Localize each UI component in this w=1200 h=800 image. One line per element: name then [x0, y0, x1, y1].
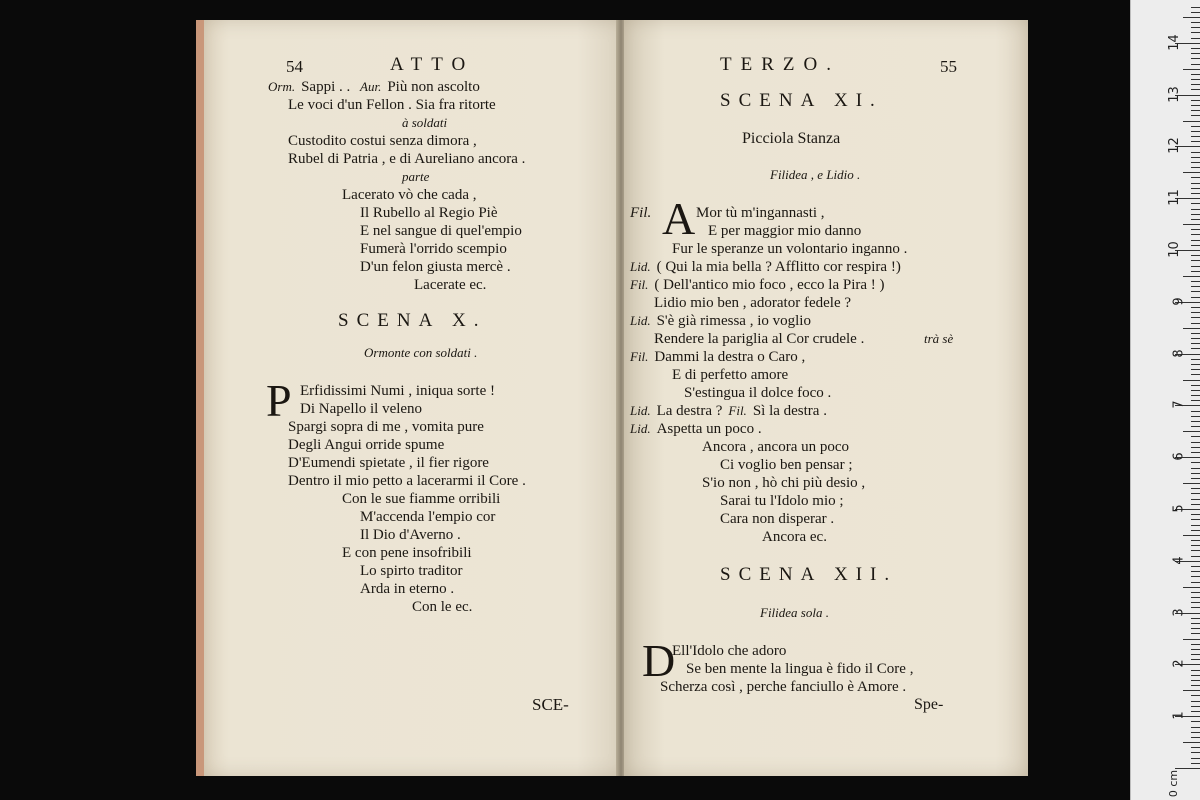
scene-characters: Filidea sola .	[760, 605, 829, 620]
ruler-tick	[1191, 359, 1200, 360]
stage-direction: parte	[402, 169, 430, 184]
ruler-tick	[1191, 385, 1200, 386]
ruler-number: 9	[1171, 297, 1187, 306]
ruler-tick	[1191, 525, 1200, 526]
ruler-tick	[1191, 364, 1200, 365]
ruler-tick	[1191, 721, 1200, 722]
ruler-tick	[1191, 214, 1200, 215]
scene-title: SCENA XI.	[720, 90, 883, 111]
ruler-tick	[1191, 763, 1200, 764]
dialogue-line	[630, 420, 762, 438]
ruler-tick	[1191, 323, 1200, 324]
ruler-tick	[1191, 514, 1200, 515]
ruler-tick	[1191, 462, 1200, 463]
dialogue-line	[268, 78, 480, 96]
ruler-tick	[1191, 131, 1200, 132]
ruler-tick	[1191, 79, 1200, 80]
ruler-tick	[1191, 89, 1200, 90]
ruler-number: 7	[1171, 400, 1187, 410]
ruler-tick	[1191, 400, 1200, 401]
verse-line: Ancora ec.	[762, 529, 827, 545]
dialogue-line	[630, 312, 811, 330]
ruler-tick	[1191, 369, 1200, 370]
ruler-tick	[1191, 411, 1200, 412]
ruler-tick	[1191, 571, 1200, 572]
ruler-tick	[1183, 483, 1200, 484]
stage-direction: trà sè	[924, 331, 954, 346]
ruler-tick	[1191, 22, 1200, 23]
speaker-label: Fil.	[630, 349, 649, 364]
ruler-tick	[1191, 27, 1200, 28]
scene-title: SCENA XII.	[720, 564, 898, 585]
verse-line: Con le sue fiamme orribili	[342, 491, 501, 507]
ruler-tick	[1191, 670, 1200, 671]
ruler-number: 14	[1167, 34, 1183, 51]
ruler-tick	[1191, 286, 1200, 287]
speaker-label: Lid.	[630, 259, 651, 274]
verse-line: S'io non , hò chi più desio ,	[702, 475, 866, 491]
ruler-tick	[1191, 141, 1200, 142]
ruler-number: 11	[1167, 189, 1183, 206]
ruler-tick	[1191, 12, 1200, 13]
ruler-tick	[1191, 540, 1200, 541]
ruler-number: 13	[1167, 85, 1183, 103]
verse-line: Rubel di Patria , e di Aureliano ancora .	[288, 151, 526, 167]
scene-characters: Ormonte con soldati .	[364, 345, 478, 360]
open-book	[196, 20, 1030, 778]
ruler-tick	[1191, 504, 1200, 505]
ruler-tick	[1183, 639, 1200, 640]
ruler-tick	[1191, 421, 1200, 422]
verse-line: Fur le speranze un volontario inganno .	[672, 241, 908, 257]
ruler-tick	[1191, 675, 1200, 676]
ruler-tick	[1191, 426, 1200, 427]
ruler-tick	[1191, 307, 1200, 308]
ruler-tick	[1191, 607, 1200, 608]
ruler-tick	[1191, 53, 1200, 54]
verse-line: E nel sangue di quel'empio	[360, 223, 522, 239]
ruler-tick	[1191, 478, 1200, 479]
verse-line: E con pene insofribili	[342, 545, 472, 561]
ruler-tick	[1191, 152, 1200, 153]
ruler-tick	[1191, 281, 1200, 282]
ruler-tick	[1191, 493, 1200, 494]
dialogue-line	[630, 258, 901, 276]
ruler-tick	[1191, 556, 1200, 557]
ruler-tick	[1191, 240, 1200, 241]
dialogue-line	[630, 276, 885, 294]
line-text: Sì la destra .	[752, 403, 827, 419]
dialogue-line	[630, 348, 805, 366]
ruler-tick	[1183, 587, 1200, 588]
ruler-number: 6	[1171, 452, 1187, 461]
verse-line: Scherza così , perche fanciullo è Amore .	[660, 679, 907, 695]
ruler-tick	[1191, 701, 1200, 702]
ruler-tick	[1191, 680, 1200, 681]
ruler-tick	[1191, 685, 1200, 686]
ruler-tick	[1191, 255, 1200, 256]
verse-line: Dentro il mio petto a lacerarmi il Core .	[288, 473, 526, 489]
ruler-tick	[1191, 545, 1200, 546]
ruler-number: 5	[1171, 504, 1187, 513]
verse-line: Lacerate ec.	[414, 277, 487, 293]
ruler-tick	[1191, 229, 1200, 230]
ruler-tick	[1191, 747, 1200, 748]
ruler-tick	[1183, 276, 1200, 277]
line-text: La destra ?	[656, 403, 723, 419]
ruler-tick	[1183, 742, 1200, 743]
ruler-tick	[1191, 488, 1200, 489]
ruler-tick	[1191, 291, 1200, 292]
ruler-tick	[1191, 203, 1200, 204]
ruler-tick	[1191, 623, 1200, 624]
ruler-tick	[1191, 711, 1200, 712]
ruler-tick	[1191, 416, 1200, 417]
verse-line: Arda in eterno .	[360, 581, 455, 597]
ruler-tick	[1191, 110, 1200, 111]
ruler-tick	[1191, 115, 1200, 116]
speaker-label: Fil.	[630, 277, 649, 292]
ruler-tick	[1191, 32, 1200, 33]
ruler-tick	[1175, 768, 1200, 769]
ruler-tick	[1191, 266, 1200, 267]
verse-line: Cara non disperar .	[720, 511, 835, 527]
ruler-tick	[1191, 245, 1200, 246]
speaker-label: Lid.	[630, 403, 651, 418]
scene-title: SCENA X.	[338, 310, 487, 331]
speaker-label: Lid.	[630, 421, 651, 436]
page-number: 55	[940, 57, 957, 76]
ruler-tick	[1191, 260, 1200, 261]
ruler-tick	[1191, 157, 1200, 158]
ruler-number: 4	[1171, 556, 1187, 565]
verse-line: Spargi sopra di me , vomita pure	[288, 419, 484, 435]
line-text: ( Qui la mia bella ? Afflitto cor respira !)	[656, 259, 901, 275]
ruler-tick	[1191, 395, 1200, 396]
ruler-number: 10	[1167, 241, 1183, 258]
line-text: S'è già rimessa , io voglio	[656, 313, 811, 329]
ruler-tick	[1191, 550, 1200, 551]
page-number: 54	[286, 57, 303, 76]
ruler-tick	[1191, 219, 1200, 220]
speaker-label: Fil.	[630, 205, 652, 221]
running-head: TERZO.	[720, 54, 840, 75]
verse-line: Con le ec.	[412, 599, 473, 615]
ruler-tick	[1191, 592, 1200, 593]
verse-line: E di perfetto amore	[672, 367, 789, 383]
measurement-ruler	[1130, 0, 1200, 800]
verse-line: Lacerato vò che cada ,	[342, 187, 477, 203]
ruler-tick	[1191, 633, 1200, 634]
ruler-unit-label: 0 cm	[1166, 769, 1180, 798]
ruler-tick	[1191, 136, 1200, 137]
ruler-tick	[1191, 530, 1200, 531]
ruler-tick	[1191, 209, 1200, 210]
drop-cap: D	[642, 635, 676, 686]
ruler-tick	[1183, 17, 1200, 18]
ruler-tick	[1191, 7, 1200, 8]
ruler-tick	[1191, 84, 1200, 85]
line-text: ( Dell'antico mio foco , ecco la Pira ! )	[654, 277, 885, 293]
scene-characters: Filidea , e Lidio .	[770, 167, 861, 182]
ruler-tick	[1191, 582, 1200, 583]
ruler-tick	[1191, 48, 1200, 49]
ruler-tick	[1191, 727, 1200, 728]
line-text: Dammi la destra o Caro ,	[654, 349, 806, 365]
verse-line: Fumerà l'orrido scempio	[360, 241, 507, 257]
line-text: Più non ascolto	[387, 79, 480, 95]
ruler-tick	[1191, 297, 1200, 298]
ruler-tick	[1191, 74, 1200, 75]
ruler-number: 1	[1171, 711, 1187, 720]
ruler-tick	[1191, 752, 1200, 753]
verse-line: Ell'Idolo che adoro	[672, 643, 787, 659]
line-text: Rendere la pariglia al Cor crudele .	[654, 331, 865, 347]
ruler-tick	[1191, 333, 1200, 334]
ruler-tick	[1191, 348, 1200, 349]
ruler-tick	[1183, 224, 1200, 225]
ruler-tick	[1191, 732, 1200, 733]
catchword: SCE-	[532, 695, 569, 714]
speaker-label: Fil.	[728, 403, 747, 418]
ruler-tick	[1191, 343, 1200, 344]
ruler-tick	[1191, 38, 1200, 39]
ruler-tick	[1191, 100, 1200, 101]
ruler-tick	[1191, 737, 1200, 738]
verse-line: Se ben mente la lingua è fido il Core ,	[686, 661, 914, 677]
ruler-tick	[1191, 649, 1200, 650]
ruler-tick	[1191, 519, 1200, 520]
verse-line: Il Dio d'Averno .	[360, 527, 461, 543]
verse-line: Le voci d'un Fellon . Sia fra ritorte	[288, 97, 496, 113]
ruler-tick	[1191, 618, 1200, 619]
ruler-tick	[1191, 566, 1200, 567]
ruler-number: 2	[1171, 659, 1187, 669]
verse-line: Lidio mio ben , adorator fedele ?	[654, 295, 852, 311]
catchword: Spe-	[914, 696, 944, 713]
verse-line: Lo spirto traditor	[360, 563, 463, 579]
verse-line: Di Napello il veleno	[300, 401, 423, 417]
ruler-tick	[1191, 628, 1200, 629]
ruler-tick	[1183, 69, 1200, 70]
ruler-tick	[1191, 597, 1200, 598]
verse-line: M'accenda l'empio cor	[360, 509, 496, 525]
ruler-tick	[1191, 473, 1200, 474]
ruler-tick	[1191, 167, 1200, 168]
verse-line: Erfidissimi Numi , iniqua sorte !	[300, 383, 495, 399]
ruler-number: 12	[1167, 137, 1183, 155]
ruler-tick	[1191, 452, 1200, 453]
ruler-tick	[1191, 64, 1200, 65]
drop-cap: A	[662, 193, 696, 244]
verse-line: Custodito costui senza dimora ,	[288, 133, 477, 149]
dialogue-line	[630, 402, 827, 420]
verse-line: D'Eumendi spietate , il fier rigore	[288, 455, 489, 471]
ruler-tick	[1191, 188, 1200, 189]
ruler-tick	[1191, 177, 1200, 178]
ruler-tick	[1191, 312, 1200, 313]
verse-line: Ci voglio ben pensar ;	[720, 457, 853, 473]
ruler-tick	[1191, 695, 1200, 696]
ruler-tick	[1191, 442, 1200, 443]
speaker-label: Aur.	[360, 79, 382, 94]
running-head: ATTO	[390, 54, 475, 75]
ruler-number: 3	[1171, 607, 1187, 617]
right-page	[624, 20, 1028, 776]
ruler-tick	[1183, 328, 1200, 329]
dialogue-line	[654, 330, 864, 348]
ruler-tick	[1191, 602, 1200, 603]
ruler-tick	[1191, 436, 1200, 437]
ruler-tick	[1191, 183, 1200, 184]
ruler-tick	[1191, 644, 1200, 645]
left-page	[196, 20, 628, 776]
speaker-label: Orm.	[268, 79, 296, 94]
ruler-tick	[1191, 162, 1200, 163]
ruler-tick	[1191, 193, 1200, 194]
ruler-number: 8	[1171, 348, 1187, 358]
ruler-tick	[1183, 121, 1200, 122]
ruler-tick	[1191, 447, 1200, 448]
verse-line: Degli Angui orride spume	[288, 437, 445, 453]
ruler-tick	[1191, 468, 1200, 469]
verse-line: Ancora , ancora un poco	[702, 439, 850, 455]
verse-line: D'un felon giusta mercè .	[360, 259, 511, 275]
ruler-tick	[1191, 706, 1200, 707]
ruler-tick	[1191, 390, 1200, 391]
verse-line: E per maggior mio danno	[708, 223, 862, 239]
speaker-label: Lid.	[630, 313, 651, 328]
ruler-tick	[1191, 271, 1200, 272]
ruler-tick	[1191, 126, 1200, 127]
verse-line: Mor tù m'ingannasti ,	[696, 205, 825, 221]
ruler-tick	[1183, 380, 1200, 381]
ruler-tick	[1191, 659, 1200, 660]
ruler-tick	[1191, 58, 1200, 59]
ruler-tick	[1183, 690, 1200, 691]
ruler-tick	[1191, 234, 1200, 235]
ruler-tick	[1191, 105, 1200, 106]
ruler-tick	[1191, 374, 1200, 375]
ruler-tick	[1191, 576, 1200, 577]
drop-cap: P	[266, 375, 292, 426]
verse-line: S'estingua il dolce foco .	[684, 385, 832, 401]
verse-line: Il Rubello al Regio Piè	[360, 205, 498, 221]
ruler-tick	[1183, 431, 1200, 432]
ruler-tick	[1191, 338, 1200, 339]
ruler-tick	[1183, 172, 1200, 173]
ruler-tick	[1191, 499, 1200, 500]
ruler-tick	[1183, 535, 1200, 536]
line-text: Aspetta un poco .	[656, 421, 762, 437]
scene-setting: Picciola Stanza	[742, 130, 841, 147]
stage-direction: à soldati	[402, 115, 448, 130]
ruler-tick	[1191, 654, 1200, 655]
ruler-tick	[1191, 317, 1200, 318]
line-text: Sappi . .	[301, 79, 351, 95]
verse-line: Sarai tu l'Idolo mio ;	[720, 493, 844, 509]
ruler-tick	[1191, 758, 1200, 759]
